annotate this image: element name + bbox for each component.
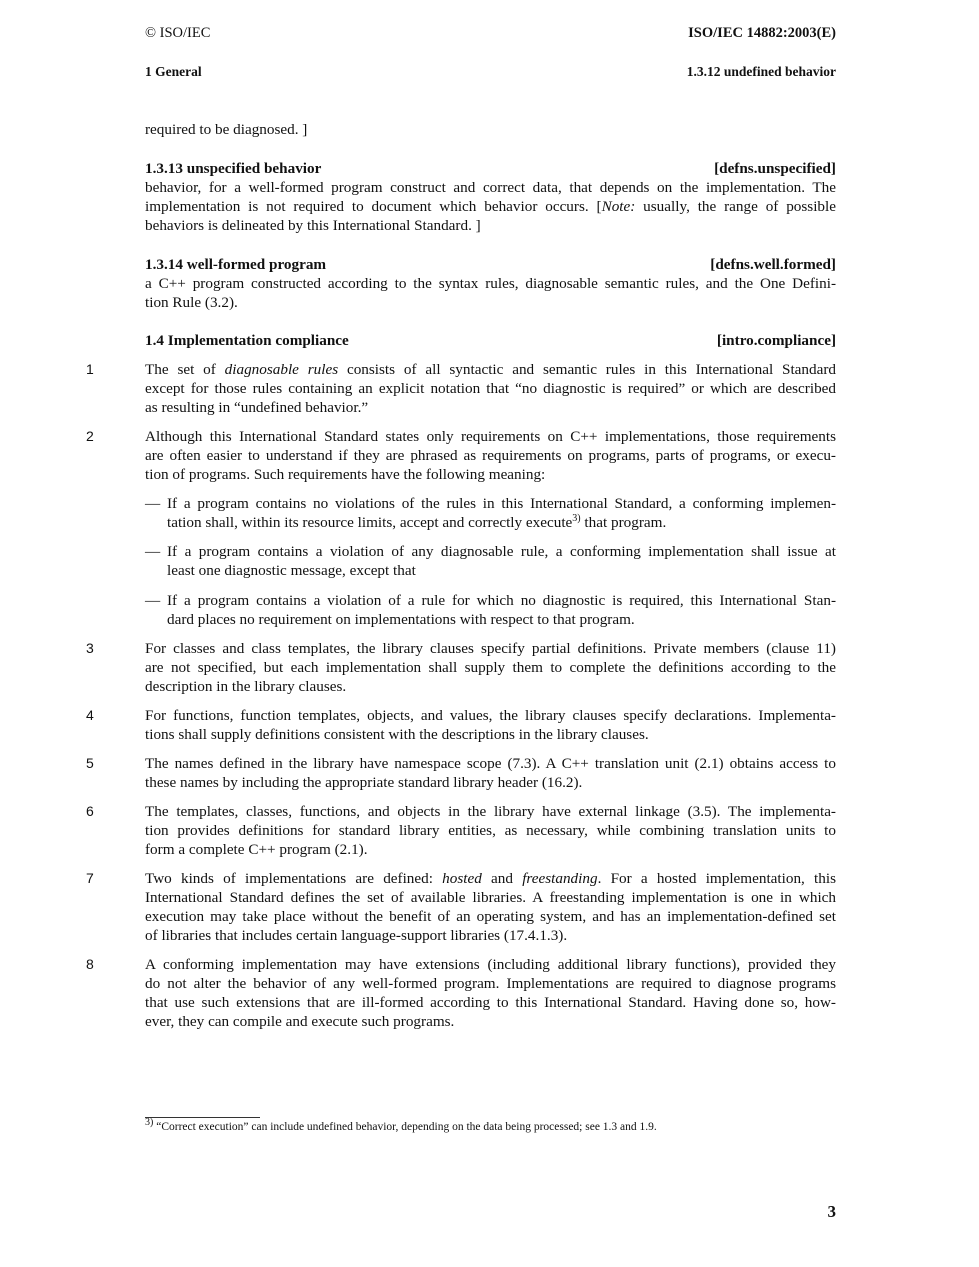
text-line: least one diagnostic message, except that [167, 562, 416, 579]
text-line: The templates, classes, functions, and objects in the library have external linkage (3.5). The implementa- [145, 803, 836, 820]
emphasis: freestanding [522, 870, 598, 887]
text-line [145, 197, 836, 216]
text-line: are not specified, but each implementation shall supply them to complete the definitions according to the [145, 659, 836, 676]
text-span: usually, the range of possible [635, 198, 836, 215]
header-running-section: 1.3.12 undefined behavior [686, 64, 836, 79]
footnote-rule [145, 1117, 260, 1118]
footnote-ref: 3) [572, 512, 581, 524]
text-line: International Standard defines the set of available libraries. A freestanding implementation is one in which [145, 889, 836, 906]
text-line: are often easier to understand if they are phrased as requirements on programs, parts of programs, or execu- [145, 447, 836, 464]
text-span: that program. [580, 514, 667, 531]
section-heading-1-4 [145, 331, 836, 350]
text-line: tion of programs. Such requirements have the following meaning: [145, 466, 546, 483]
paragraph-number: 7 [86, 870, 94, 886]
dash-bullet: — [145, 543, 161, 560]
paragraph-number: 5 [86, 755, 94, 771]
dash-bullet: — [145, 495, 161, 512]
text-line [145, 360, 836, 379]
text-span: . For a hosted implementation, this [597, 870, 836, 887]
text-line: tion provides definitions for standard library entities, as necessary, while combining translation units to [145, 822, 836, 839]
text-line: ever, they can compile and execute such programs. [145, 1013, 455, 1030]
text-line: For functions, function templates, objects, and values, the library clauses specify declarations. Implementa- [145, 707, 836, 724]
text-line: If a program contains no violations of the rules in this International Standard, a conforming implemen- [167, 495, 836, 512]
text-line: behavior, for a well-formed program construct and correct data, that depends on the implementation. The [145, 179, 836, 196]
text-line: form a complete C++ program (2.1). [145, 841, 368, 858]
text-line [167, 513, 836, 532]
text-line: A conforming implementation may have extensions (including additional library functions), provided they [145, 956, 836, 973]
text-line: tion Rule (3.2). [145, 294, 238, 311]
text-span: consists of all syntactic and semantic rules in this International Standard [338, 361, 837, 378]
text-line: Although this International Standard states only requirements on C++ implementations, those requirements [145, 428, 836, 445]
section-title: 1.4 Implementation compliance [145, 332, 349, 349]
note-label: Note: [601, 198, 636, 215]
footnote-mark: 3) [145, 1117, 154, 1129]
text-line: except for those rules containing an explicit notation that “no diagnostic is required” or which are described [145, 380, 836, 397]
section-title: 1.3.14 well-formed program [145, 256, 327, 273]
paragraph-number: 3 [86, 640, 94, 656]
text-line [145, 869, 836, 888]
paragraph-number: 2 [86, 428, 94, 444]
text-line: of libraries that includes certain language-support libraries (17.4.1.3). [145, 927, 568, 944]
text-line: dard places no requirement on implementations with respect to that program. [167, 611, 635, 628]
dash-bullet: — [145, 592, 161, 609]
text-line: execution may take place without the benefit of an operating system, and has an implementation-defined set [145, 908, 836, 925]
text-line: description in the library clauses. [145, 678, 347, 695]
header-copyright: © ISO/IEC [145, 25, 211, 41]
carryover-text: required to be diagnosed. ] [145, 121, 308, 138]
text-span: implementation is not required to document which behavior occurs. [ [145, 198, 602, 215]
text-span: tation shall, within its resource limits, accept and correctly execute [167, 514, 573, 531]
text-line: behaviors is delineated by this International Standard. ] [145, 217, 481, 234]
text-line: For classes and class templates, the library clauses specify partial definitions. Private members (clause 11) [145, 640, 836, 657]
text-line: that use such extensions that are ill-formed according to this International Standard. Having done so, how- [145, 994, 836, 1011]
text-line: If a program contains a violation of any diagnosable rule, a conforming implementation shall issue at [167, 543, 836, 560]
paragraph-number: 8 [86, 956, 94, 972]
text-span: Two kinds of implementations are defined: [145, 870, 443, 887]
text-span: The set of [145, 361, 225, 378]
page-number: 3 [827, 1202, 836, 1221]
text-span: and [481, 870, 523, 887]
text-line: do not alter the behavior of any well-formed program. Implementations are required to diagnose programs [145, 975, 836, 992]
text-line: a C++ program constructed according to the syntax rules, diagnosable semantic rules, and the One Defini- [145, 275, 836, 292]
paragraph-number: 4 [86, 707, 94, 723]
paragraph-number: 6 [86, 803, 94, 819]
footnote-text: “Correct execution” can include undefined behavior, depending on the data being processed; see 1.3 and 1.9. [153, 1121, 657, 1133]
section-title: 1.3.13 unspecified behavior [145, 160, 322, 177]
footnote [145, 1117, 657, 1133]
header-chapter: 1 General [145, 64, 202, 79]
text-line: these names by including the appropriate standard library header (16.2). [145, 774, 583, 791]
header-standard-id: ISO/IEC 14882:2003(E) [688, 25, 836, 41]
emphasis: diagnosable rules [224, 361, 339, 378]
text-line: tions shall supply definitions consistent with the descriptions in the library clauses. [145, 726, 649, 743]
section-tag: [defns.well.formed] [710, 256, 836, 273]
section-heading-1-3-14 [145, 255, 836, 274]
section-heading-1-3-13 [145, 159, 836, 178]
text-line: The names defined in the library have namespace scope (7.3). A C++ translation unit (2.1) obtains access to [145, 755, 836, 772]
paragraph-number: 1 [86, 361, 94, 377]
section-tag: [defns.unspecified] [714, 160, 836, 177]
emphasis: hosted [442, 870, 482, 887]
section-tag: [intro.compliance] [716, 332, 836, 349]
text-line: as resulting in “undefined behavior.” [145, 399, 369, 416]
text-line: If a program contains a violation of a rule for which no diagnostic is required, this International Stan- [167, 592, 836, 609]
